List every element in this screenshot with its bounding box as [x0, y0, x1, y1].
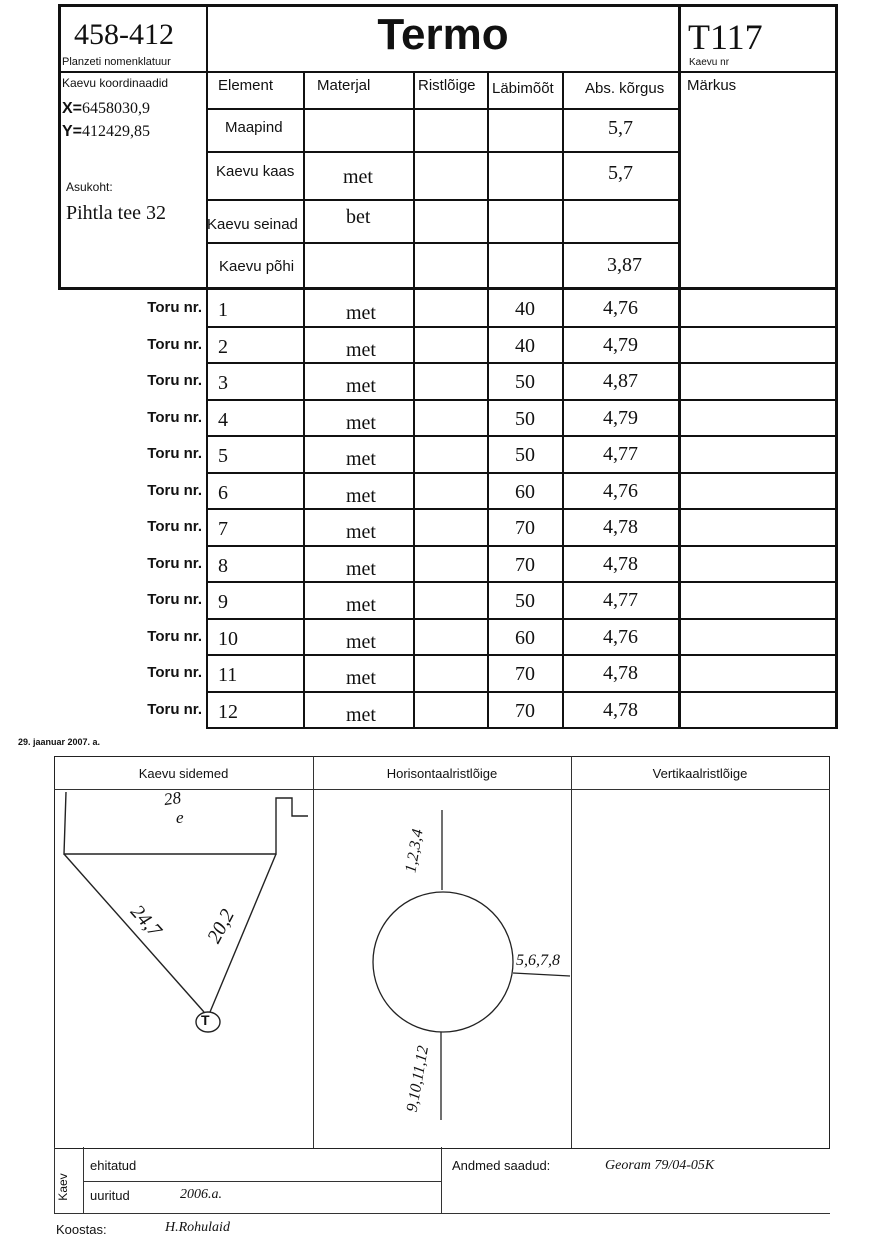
- pipe-materjal: met: [346, 448, 376, 470]
- pipe-abs: 4,78: [603, 516, 638, 538]
- sketch-col-vertikaal: Vertikaalristlõige: [652, 766, 748, 781]
- pipe-abs: 4,77: [603, 589, 638, 611]
- pipe-abs: 4,76: [603, 479, 638, 502]
- pipe-label: Toru nr.: [147, 591, 202, 608]
- pipe-materjal: met: [346, 411, 376, 434]
- pipe-labimoot: 50: [515, 407, 535, 430]
- pipe-labimoot: 50: [515, 444, 535, 466]
- pipe-labimoot: 50: [515, 590, 535, 612]
- x-coordinate: [62, 100, 150, 118]
- col-ristloige: Ristlõige: [418, 77, 476, 94]
- pipe-materjal: met: [346, 630, 376, 653]
- part-abs: 5,7: [608, 162, 633, 184]
- row-divider: [206, 508, 838, 510]
- row-divider: [206, 472, 838, 474]
- pipe-number: 6: [218, 481, 228, 504]
- asukoht-label: Asukoht:: [66, 180, 113, 194]
- pipe-materjal: met: [346, 521, 376, 543]
- pipe-number: 4: [218, 408, 228, 431]
- pipe-number: 10: [218, 627, 238, 650]
- tie-label-e: e: [176, 808, 184, 827]
- pipe-label: Toru nr.: [147, 372, 202, 389]
- row-divider: [206, 435, 838, 437]
- andmed-label: Andmed saadud:: [452, 1158, 551, 1173]
- pipe-labimoot: 70: [515, 553, 535, 576]
- row-divider: [206, 691, 838, 693]
- pipe-label: Toru nr.: [147, 445, 202, 462]
- row-divider: [206, 326, 838, 328]
- pipe-number: 2: [218, 335, 228, 358]
- pipe-materjal: met: [346, 667, 376, 689]
- pipe-label: Toru nr.: [147, 554, 202, 572]
- part-materjal: bet: [346, 206, 371, 228]
- part-element: Kaevu kaas: [216, 163, 295, 180]
- pipe-number: 1: [218, 299, 228, 321]
- pipe-number: 12: [218, 700, 238, 723]
- pipe-abs: 4,87: [603, 370, 638, 392]
- pipe-number: 5: [218, 445, 228, 467]
- part-abs: 5,7: [608, 117, 633, 139]
- pipe-labimoot: 70: [515, 517, 535, 539]
- pipes-top-label: 1,2,3,4: [402, 827, 427, 875]
- nomenclature-value: 458-412: [74, 18, 174, 51]
- nomenclature-label: Planzeti nomenklatuur: [62, 56, 171, 68]
- col-materjal: Materjal: [317, 77, 371, 94]
- pipe-abs: 4,76: [603, 625, 638, 648]
- pipes-bottom-label: 9,10,11,12: [403, 1044, 433, 1114]
- pipe-label: Toru nr.: [147, 664, 202, 681]
- pipe-abs: 4,79: [603, 406, 638, 429]
- pipe-label: Toru nr.: [147, 335, 202, 353]
- pipe-number: 8: [218, 554, 228, 577]
- pipes-right-label: 5,6,7,8: [516, 952, 560, 969]
- part-abs: 3,87: [607, 254, 642, 276]
- pipe-materjal: met: [346, 338, 376, 361]
- pipe-label: Toru nr.: [147, 299, 202, 316]
- address-value: Pihtla tee 32: [66, 202, 166, 224]
- pipe-labimoot: 40: [515, 298, 535, 320]
- pipe-abs: 4,78: [603, 552, 638, 575]
- pipe-abs: 4,79: [603, 333, 638, 356]
- pipe-materjal: met: [346, 375, 376, 397]
- pipe-materjal: met: [346, 557, 376, 580]
- pipe-number: 9: [218, 591, 228, 613]
- pipe-abs: 4,78: [603, 662, 638, 684]
- y-label: Y=: [62, 123, 83, 140]
- pipe-label: Toru nr.: [147, 408, 202, 426]
- x-value: 6458030,9: [82, 100, 151, 117]
- pipe-label: Toru nr.: [147, 518, 202, 535]
- pipe-labimoot: 50: [515, 371, 535, 393]
- row-divider: [206, 362, 838, 364]
- col-markus: Märkus: [687, 77, 737, 94]
- tie-label-left: 24,7: [125, 900, 166, 942]
- uuritud-label: uuritud: [90, 1188, 130, 1203]
- part-element: Maapind: [225, 119, 283, 136]
- part-element: Kaevu seinad: [207, 216, 298, 233]
- col-abs-korgus: Abs. kõrgus: [585, 80, 665, 97]
- pipe-label: Toru nr.: [147, 481, 202, 499]
- pipe-abs: 4,78: [603, 698, 638, 721]
- pipe-abs: 4,77: [603, 443, 638, 465]
- uuritud-value: 2006.a.: [180, 1187, 222, 1202]
- part-element: Kaevu põhi: [219, 258, 295, 275]
- ehitatud-label: ehitatud: [90, 1158, 137, 1173]
- pipe-number: 11: [218, 664, 238, 686]
- tie-label-right: 20,2: [203, 905, 239, 947]
- form-title: Termo: [377, 10, 509, 59]
- pipe-number: 3: [218, 372, 228, 394]
- pipe-materjal: met: [346, 302, 376, 324]
- part-materjal: met: [343, 166, 373, 188]
- tie-line-left: [64, 854, 204, 1012]
- well-id-label: Kaevu nr: [689, 57, 730, 68]
- pipe-labimoot: 70: [515, 699, 535, 722]
- row-divider: [206, 545, 838, 547]
- row-divider: [206, 618, 838, 620]
- sketch-col-horisontaal: Horisontaalristlõige: [386, 766, 498, 781]
- col-element: Element: [218, 77, 274, 94]
- pipe-labimoot: 60: [515, 626, 535, 649]
- pipe-abs: 4,76: [603, 297, 638, 319]
- well-symbol: T: [201, 1012, 210, 1028]
- andmed-value: Georam 79/04-05K: [605, 1158, 715, 1173]
- col-labimoot: Läbimõõt: [492, 80, 554, 97]
- row-divider: [206, 581, 838, 583]
- y-value: 412429,85: [82, 123, 151, 140]
- pipe-materjal: met: [346, 594, 376, 616]
- building-outline: [64, 792, 308, 854]
- pipe-number: 7: [218, 518, 228, 540]
- well-id: T117: [688, 17, 763, 57]
- pipe-label: Toru nr.: [147, 627, 202, 645]
- pipe-labimoot: 40: [515, 334, 535, 357]
- sketch-col-sidemed: Kaevu sidemed: [138, 766, 229, 781]
- row-divider: [206, 399, 838, 401]
- kaev-label: Kaev: [56, 1173, 70, 1201]
- pipe-labimoot: 60: [515, 480, 535, 503]
- date-label: 29. jaanuar 2007. a.: [18, 737, 101, 747]
- y-coordinate: [62, 123, 150, 141]
- tie-label-top: 28: [162, 787, 183, 810]
- row-divider: [206, 727, 838, 729]
- pipe-label: Toru nr.: [147, 700, 202, 718]
- pipe-materjal: met: [346, 484, 376, 507]
- coords-label: Kaevu koordinaadid: [62, 76, 169, 90]
- koostas-value: H.Rohulaid: [165, 1220, 230, 1235]
- pipe-materjal: met: [346, 703, 376, 726]
- pipe-labimoot: 70: [515, 663, 535, 685]
- koostas-label: Koostas:: [56, 1222, 107, 1237]
- pipe-line-right: [513, 973, 570, 976]
- x-label: X=: [62, 100, 83, 117]
- well-circle: [373, 892, 513, 1032]
- row-divider: [206, 654, 838, 656]
